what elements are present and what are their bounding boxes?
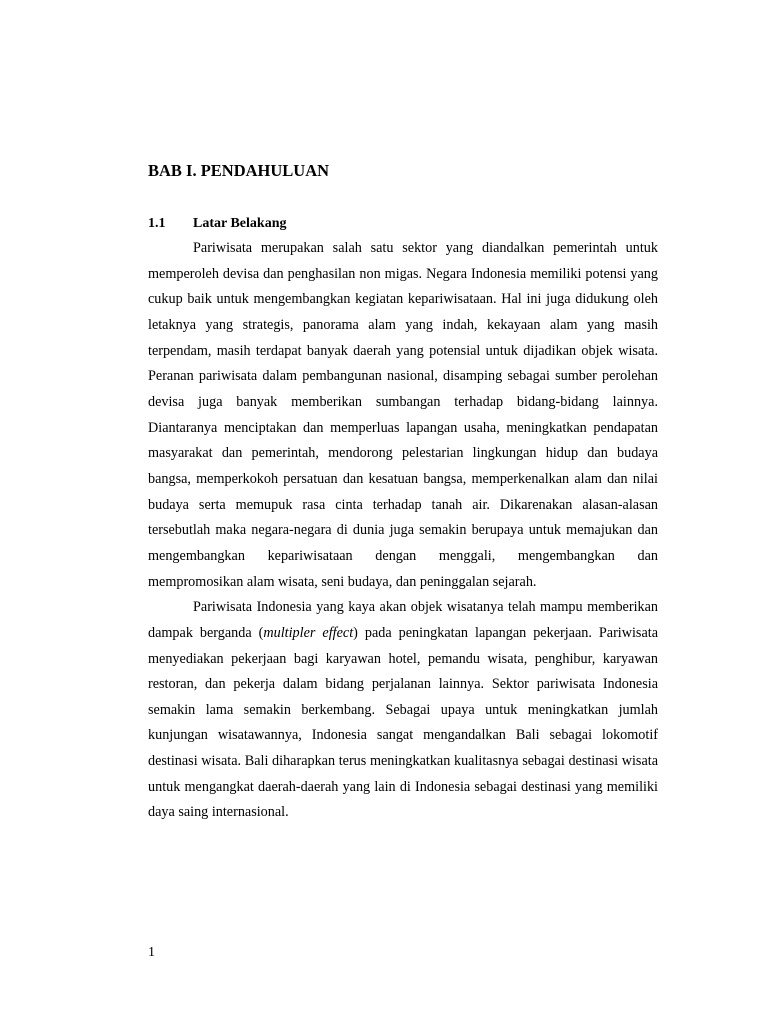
page-number: 1 (148, 945, 155, 960)
paragraph-1: Pariwisata merupakan salah satu sektor yang diandalkan pemerintah untuk memperoleh devisa dan penghasilan non migas. Negara Indonesia memiliki potensi yang cukup baik untuk mengembangkan kegiatan kepariwisataan. Hal ini juga didukung oleh letaknya yang strategis, panorama alam yang indah, kekayaan alam yang masih terpendam, masih terdapat banyak daerah yang potensial untuk dijadikan objek wisata. Peranan pariwisata dalam pembangunan nasional, disamping sebagai sumber perolehan devisa juga banyak memberikan sumbangan terhadap bidang-bidang lainnya. Diantaranya menciptakan dan memperluas lapangan usaha, meningkatkan pendapatan masyarakat dan pemerintah, mendorong pelestarian lingkungan hidup dan budaya bangsa, memperkokoh persatuan dan kesatuan bangsa, memperkenalkan alam dan nilai budaya serta memupuk rasa cinta terhadap tanah air. Dikarenakan alasan-alasan tersebutlah maka negara-negara di dunia juga semakin berupaya untuk memajukan dan mengembangkan kepariwisataan dengan menggali, mengembangkan dan mempromosikan alam wisata, seni budaya, dan peninggalan sejarah. (148, 240, 658, 590)
section-title: Latar Belakang (193, 216, 287, 231)
section-heading (148, 216, 286, 232)
section-number: 1.1 (148, 216, 166, 231)
paragraph-2-text-start: Pariwisata Indonesia yang kaya akan objek wisatanya telah mampu memberikan dampak berganda ( (148, 599, 658, 641)
paragraph-2-text-end: ) pada peningkatan lapangan pekerjaan. Pariwisata menyediakan pekerjaan bagi karyawan hotel, pemandu wisata, penghibur, karyawan restoran, dan pekerja dalam bidang perjalanan lainnya. Sektor pariwisata Indonesia semakin lama semakin berkembang. Sebagai upaya untuk meningkatkan jumlah kunjungan wisatawannya, Indonesia sangat mengandalkan Bali sebagai lokomotif destinasi wisata. Bali diharapkan terus meningkatkan kualitasnya sebagai destinasi wisata untuk mengangkat daerah-daerah yang lain di Indonesia sebagai destinasi yang memiliki daya saing internasional. (148, 624, 658, 821)
body-text (148, 236, 658, 826)
paragraph-2 (148, 595, 658, 826)
chapter-title: BAB I. PENDAHULUAN (148, 161, 330, 180)
italic-term: multipler effect (263, 624, 354, 641)
